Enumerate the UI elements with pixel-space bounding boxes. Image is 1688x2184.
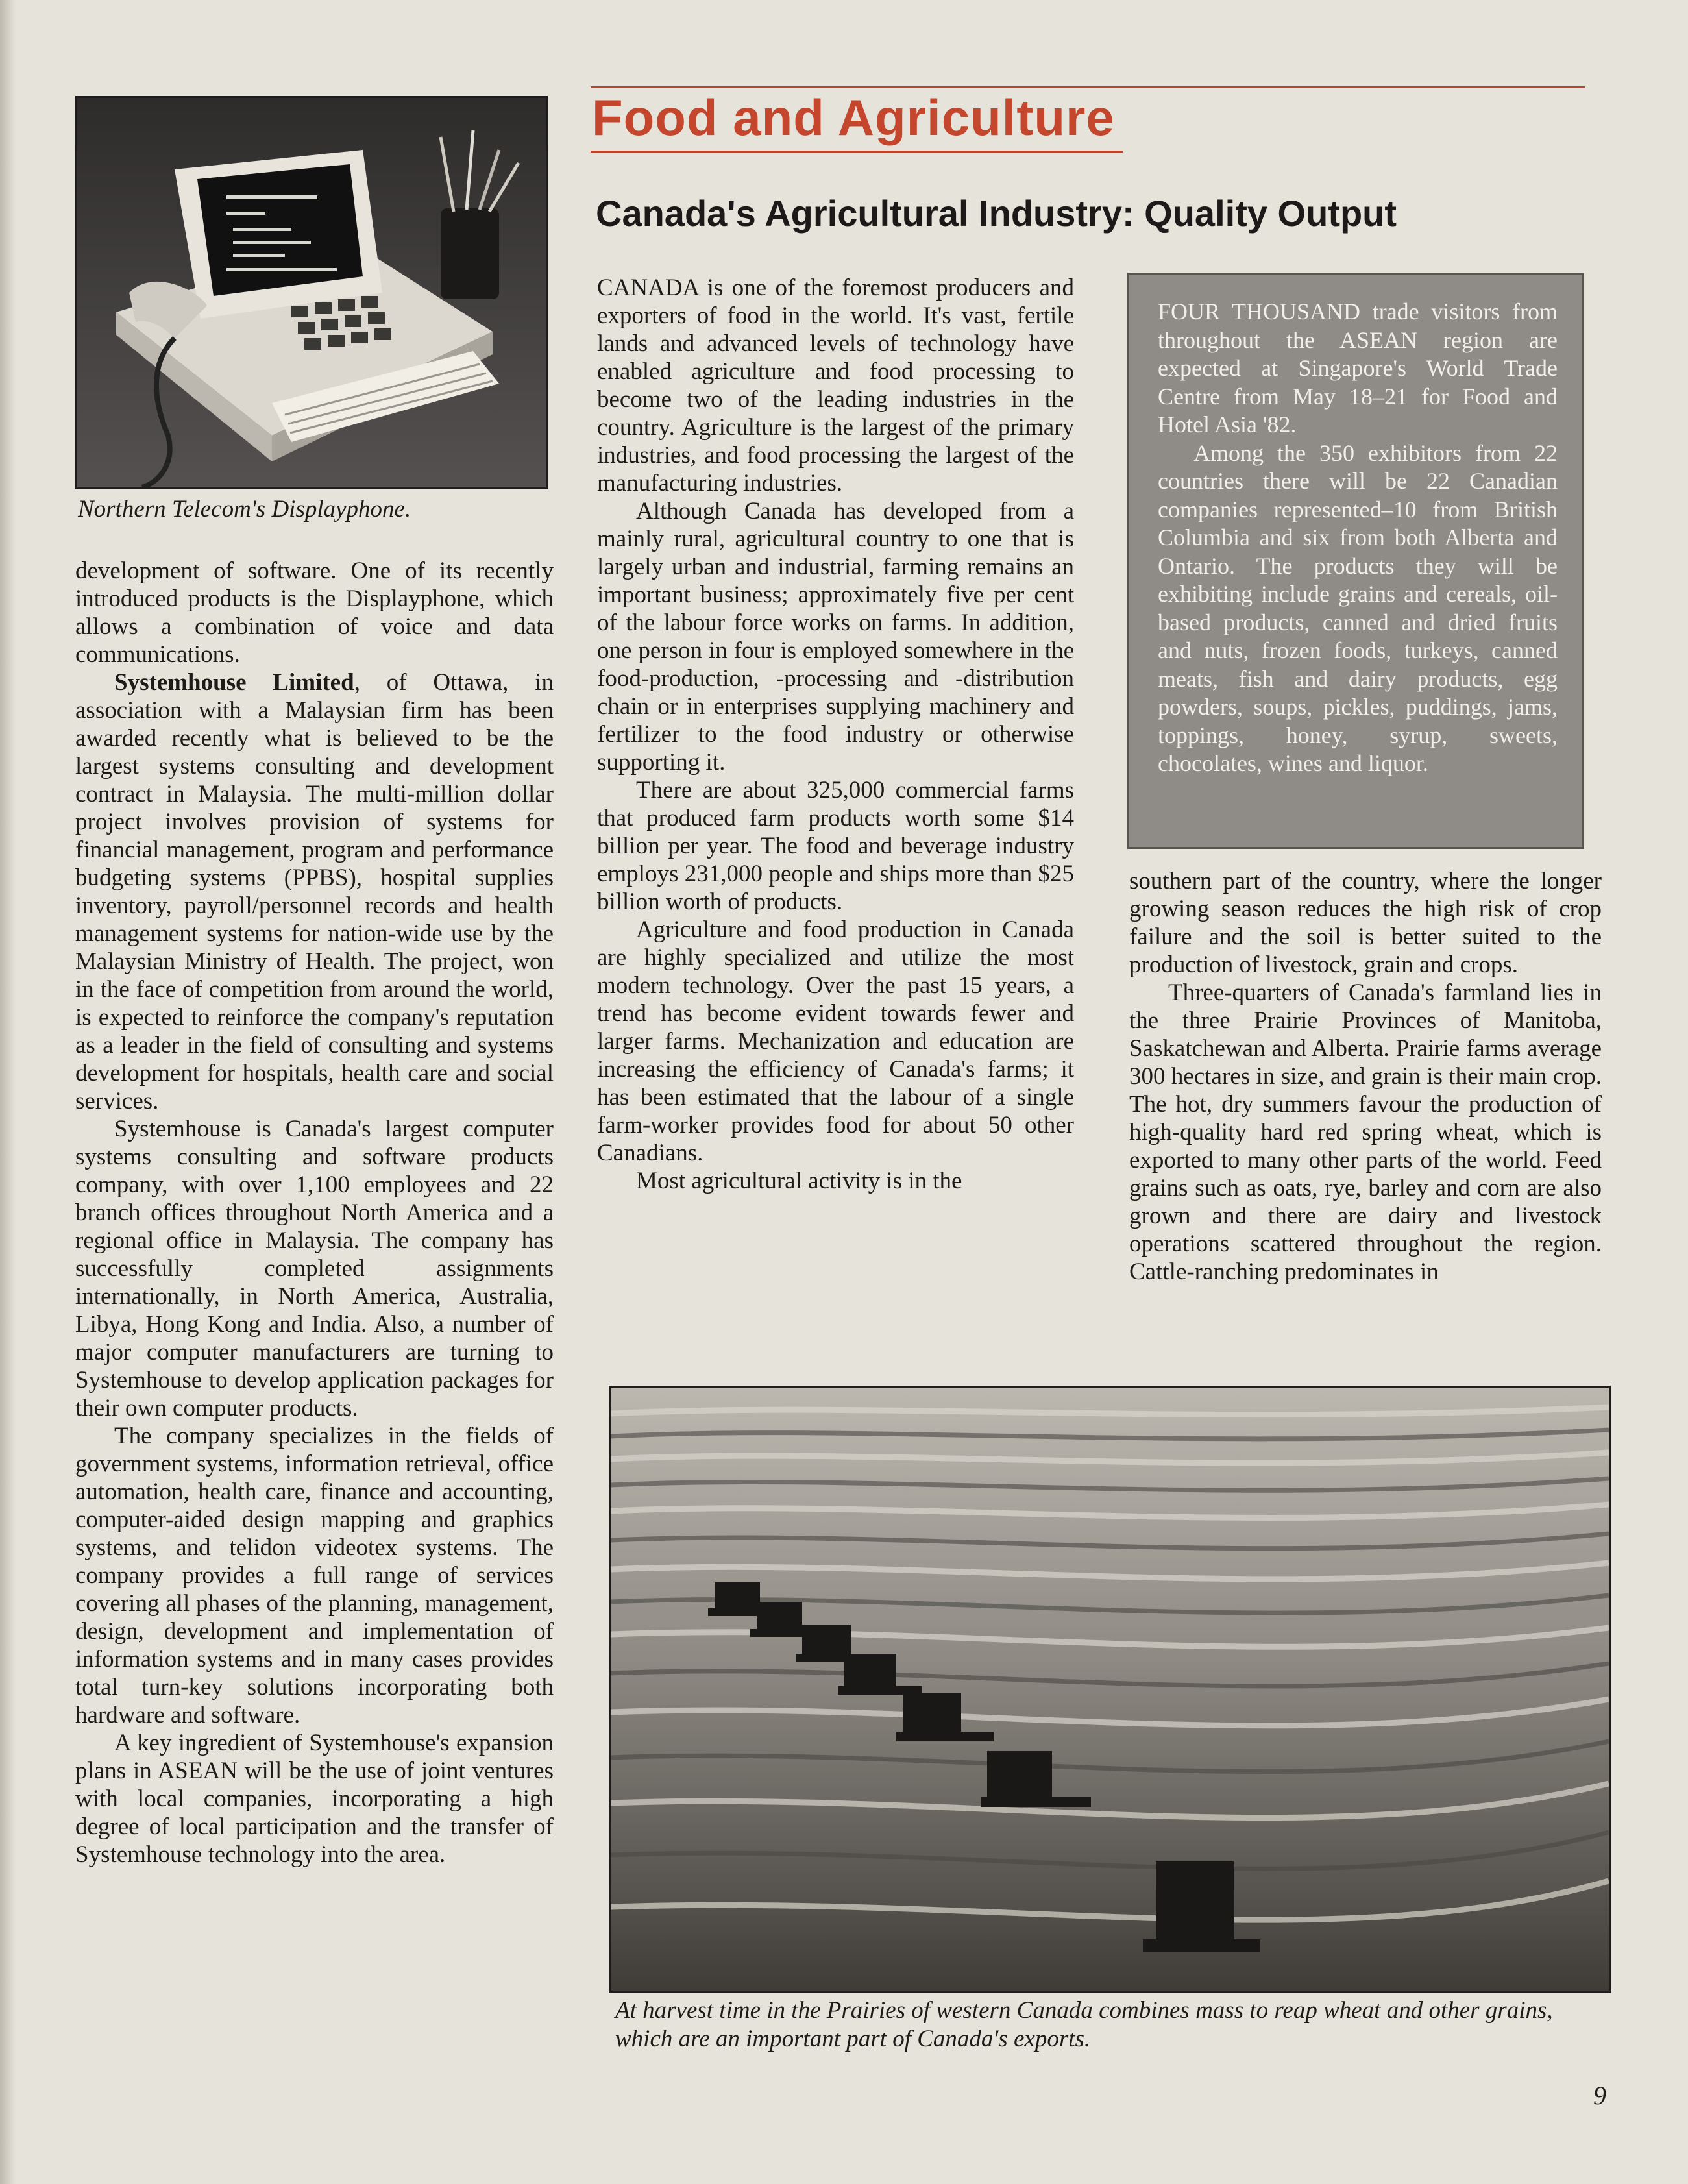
left-paragraph-2-text: , of Ottawa, in association with a Malaysian firm has been awarded recently what is believed to be the largest systems consulting and development contract in Malaysia. The multi-million dollar project involves provision of systems for financial management, program and performance budgeting systems (PPBS), hospital supplies inventory, payroll/personnel records and health management systems for nation-wide use by the Malaysian Ministry of Health. The project, won in the face of competition from around the world, is expected to reinforce the company's reputation as a leader in the field of consulting and systems development for hospitals, health care and social services.	[75, 669, 554, 1114]
page-binding-shadow	[0, 0, 16, 2184]
displayphone-photo	[75, 96, 548, 489]
combine-harvesters-photo-icon	[611, 1388, 1609, 1991]
left-paragraph-1: development of software. One of its recently introduced products is the Displayphone, which allows a combination of voice and data communications.	[75, 558, 554, 668]
left-paragraph-4: The company specializes in the fields of government systems, information retrieval, office automation, health care, finance and accounting, computer-aided design mapping and graphics systems, and telidon videotex systems. The company provides a full range of services covering all phases of the planning, management, design, development and implementation of information systems and in many cases provides total turn-key solutions incorporating both hardware and software.	[75, 1423, 554, 1728]
left-column	[75, 557, 554, 1869]
middle-column	[597, 274, 1074, 1195]
left-paragraph-3: Systemhouse is Canada's largest computer systems consulting and software products company, with over 1,100 employees and 22 branch offices throughout North America and a regional office in Malaysia. The company has successfully completed assignments internationally, in North America, Australia, Libya, Hong Kong and India. Also, a number of major computer manufacturers are turning to Systemhouse to develop application packages for their own computer products.	[75, 1116, 554, 1421]
right-column	[1129, 867, 1602, 1286]
displayphone-photo-icon	[77, 98, 546, 487]
middle-paragraph-3: There are about 325,000 commercial farms that produced farm products worth some $14 billion per year. The food and beverage industry employs 231,000 people and ships more than $25 billion worth of products.	[597, 777, 1074, 915]
sidebar-paragraph-2: Among the 350 exhibitors from 22 countries there will be 22 Canadian companies represented–10 from British Columbia and six from both Alberta and Ontario. The products they will be exhibiting include grains and cereals, oil-based products, canned and dried fruits and nuts, frozen foods, turkeys, canned meats, fish and dairy products, egg powders, soups, pickles, puddings, jams, toppings, honey, syrup, sweets, chocolates, wines and liquor.	[1158, 439, 1558, 776]
article-title: Canada's Agricultural Industry: Quality Output	[596, 193, 1397, 234]
harvest-caption: At harvest time in the Prairies of western Canada combines mass to reap wheat and other grains, which are an important part of Canada's exports.	[615, 1997, 1553, 2052]
section-bottom-rule	[591, 151, 1123, 153]
left-paragraph-5: A key ingredient of Systemhouse's expansion plans in ASEAN will be the use of joint ventures with local companies, incorporating a high degree of local participation and the transfer of Systemhouse technology into the area.	[75, 1730, 554, 1868]
page-number: 9	[1593, 2081, 1606, 2110]
displayphone-caption: Northern Telecom's Displayphone.	[78, 496, 411, 522]
right-paragraph-2: Three-quarters of Canada's farmland lies in the three Prairie Provinces of Manitoba, Saskatchewan and Alberta. Prairie farms average 300 hectares in size, and grain is their main crop. The hot, dry summers favour the production of high-quality hard red spring wheat, which is exported to many other parts of the world. Feed grains such as oats, rye, barley and corn are also grown and there are dairy and livestock operations scattered throughout the region. Cattle-ranching predominates in	[1129, 979, 1602, 1285]
right-paragraph-1: southern part of the country, where the longer growing season reduces the high risk of crop failure and the soil is better suited to the production of livestock, grain and crops.	[1129, 868, 1602, 978]
middle-paragraph-5: Most agricultural activity is in the	[636, 1168, 962, 1194]
sidebar-paragraph-1: FOUR THOUSAND trade visitors from throughout the ASEAN region are expected at Singapore's World Trade Centre from May 18–21 for Food and Hotel Asia '82.	[1158, 299, 1558, 437]
middle-paragraph-4: Agriculture and food production in Canada are highly specialized and utilize the most modern technology. Over the past 15 years, a trend has become evident towards fewer and larger farms. Mechanization and education are increasing the efficiency of Canada's farms; it has been estimated that the labour of a single farm-worker provides food for about 50 other Canadians.	[597, 916, 1074, 1166]
harvest-photo	[609, 1386, 1611, 1993]
systemhouse-name: Systemhouse Limited	[114, 669, 354, 696]
section-title: Food and Agriculture	[592, 89, 1115, 146]
trade-show-sidebar	[1127, 273, 1584, 849]
middle-paragraph-2: Although Canada has developed from a mainly rural, agricultural country to one that is largely urban and industrial, farming remains an important business; approximately five per cent of the labour force works on farms. In addition, one person in four is employed somewhere in the food-production, -processing and -distribution chain or in enterprises supplying machinery and fertilizer to the food industry or otherwise supporting it.	[597, 498, 1074, 776]
middle-paragraph-1: CANADA is one of the foremost producers and exporters of food in the world. It's vast, fertile lands and advanced levels of technology have enabled agriculture and food processing to become two of the leading industries in the country. Agriculture is the largest of the primary industries, and food processing the largest of the manufacturing industries.	[597, 275, 1074, 497]
left-paragraph-2	[75, 669, 554, 1115]
